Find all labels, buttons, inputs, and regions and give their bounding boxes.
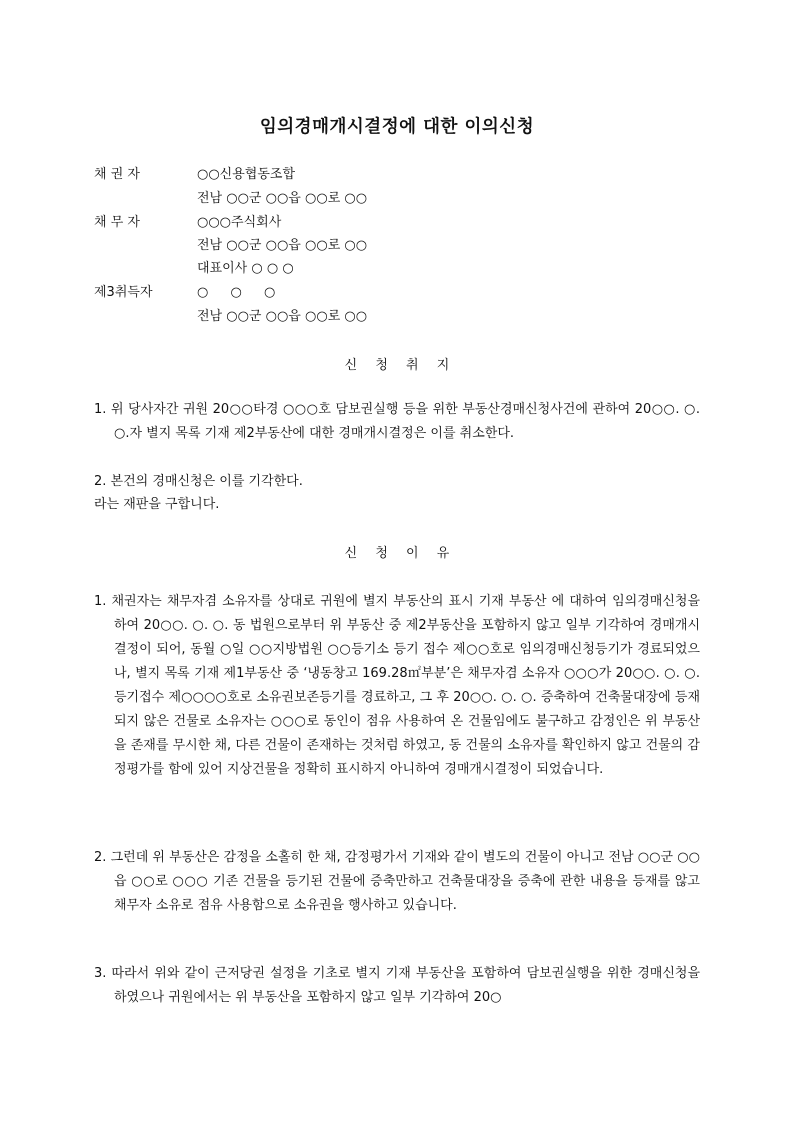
purpose-closing: 라는 재판을 구합니다. <box>94 497 220 512</box>
debtor-address: 전남 ○○군 ○○읍 ○○로 ○○ <box>197 238 368 253</box>
document-title: 임의경매개시결정에 대한 이의신청 <box>259 117 535 137</box>
reasons-item-1-text: 1. 채권자는 채무자겸 소유자를 상대로 귀원에 별지 부동산의 표시 기재 부동산 에 대하여 임의경매신청을 하여 20○○. ○. ○. 동 법원으로부터 위 부동산 중 제2부동산을 포함하지 않고 일부 기각하여 경매개시결정이 되어, 동월 ○일 ○○지방법원 ○○등기소 등기 접수 제○○호로 임의경매신청등기가 경료되었으나, 별지 목록 기재 제1부동산 중 ‘냉동창고 169.28㎡부분’은 채무자겸 소유자 ○○○가 20○○. ○. ○. 등기접수 제○○○○호로 소유권보존등기를 경료하고, 그 후 20○○. ○. ○. 증축하여 건축물대장에 등재되지 않은 건물로 소유자는 ○○○로 동인이 점유 사용하여 온 건물임에도 불구하고 감정인은 위 부동산을 존재를 무시한 채, 다른 건물이 존재하는 것처럼 하였고, 동 건물의 소유자를 확인하지 않고 건물의 감정평가를 함에 있어 지상건물을 정확히 표시하지 아니하여 경매개시결정이 되었습니다. <box>94 594 700 777</box>
purpose-item-1: 1. 위 당사자간 귀원 20○○타경 ○○○호 담보권실행 등을 위한 부동산경매신청사건에 관하여 20○○. ○. ○.자 별지 목록 기재 제2부동산에 대한 경매개시결정은 이를 취소한다. <box>94 402 700 441</box>
creditor-name: ○○신용협동조합 <box>197 167 296 182</box>
third-acquirer-label: 제3취득자 <box>94 285 153 300</box>
reasons-item-1 <box>94 590 700 782</box>
purpose-section <box>94 398 700 446</box>
reasons-item-3-text: 3. 따라서 위와 같이 근저당권 설정을 기초로 별지 기재 부동산을 포함하여 담보권실행을 위한 경매신청을 하였으나 귀원에서는 위 부동산을 포함하지 않고 일부 기각하여 20○ <box>94 966 700 1005</box>
reasons-item-3 <box>94 962 700 1010</box>
debtor-label: 채 무 자 <box>94 215 140 230</box>
debtor-representative: 대표이사 ○ ○ ○ <box>197 261 294 276</box>
purpose-heading: 신 청 취 지 <box>344 358 450 373</box>
reasons-item-2 <box>94 846 700 918</box>
reasons-item-2-text: 2. 그런데 위 부동산은 감정을 소홀히 한 채, 감정평가서 기재와 같이 별도의 건물이 아니고 전남 ○○군 ○○읍 ○○로 ○○○ 기존 건물을 등기된 건물에 증축만하고 건축물대장을 증축에 관한 내용을 등재를 않고 채무자 소유로 점유 사용함으로 소유권을 행사하고 있습니다. <box>94 850 700 913</box>
debtor-name: ○○○주식회사 <box>197 215 282 230</box>
reasons-heading: 신 청 이 유 <box>344 546 450 561</box>
creditor-label: 채 권 자 <box>94 167 140 182</box>
third-acquirer-address: 전남 ○○군 ○○읍 ○○로 ○○ <box>197 309 368 324</box>
third-acquirer-name: ○ ○ ○ <box>197 285 276 300</box>
creditor-address: 전남 ○○군 ○○읍 ○○로 ○○ <box>197 191 368 206</box>
purpose-item-2: 2. 본건의 경매신청은 이를 기각한다. <box>94 474 303 489</box>
